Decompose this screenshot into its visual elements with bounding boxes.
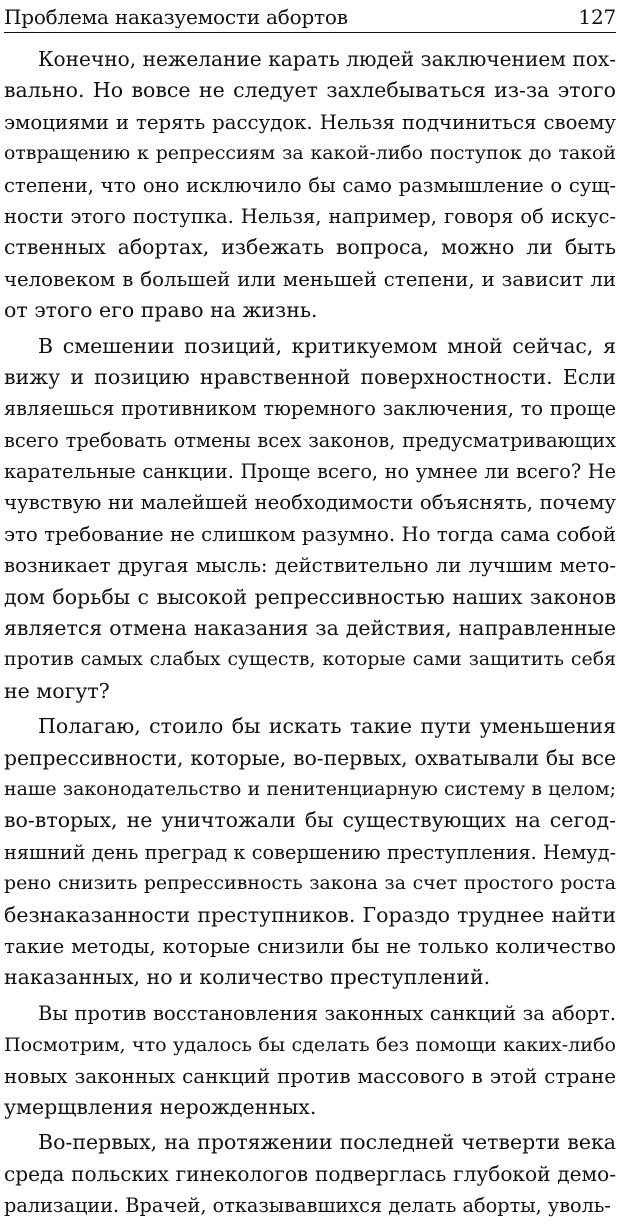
running-header — [4, 2, 616, 33]
text-line: степени, что оно исключило бы само размышление о сущ- — [4, 173, 616, 197]
text-line: ственных абортах, избежать вопроса, можно ли быть — [4, 235, 616, 260]
paragraph — [4, 44, 616, 327]
text-line: являешься противником тюремного заключения, то проще — [4, 397, 616, 421]
text-line: репрессивности, которые, во-первых, охватывали бы все — [4, 745, 616, 770]
text-line: является отмена наказания за действия, направленные — [4, 616, 616, 641]
text-line: няшний день преград к совершению преступления. Немуд- — [4, 840, 616, 864]
text-line: возникает другая мысль: действительно ли лучшим мето- — [4, 554, 616, 578]
text-line: во-вторых, не уничтожали бы существующих на сегод- — [4, 808, 616, 833]
text-line: рено снизить репрессивность закона за счет простого роста — [4, 872, 616, 895]
paragraph — [4, 331, 616, 708]
text-line: Посмотрим, что удалось бы сделать без помощи каких-либо — [4, 1033, 616, 1057]
text-line: дом борьбы с высокой репрессивностью наших законов — [4, 584, 616, 609]
text-line: наше законодательство и пенитенциарную систему в целом; — [4, 777, 616, 800]
text-line: Конечно, нежелание карать людей заключением пох- — [38, 47, 616, 71]
text-line: умерщвления нерожденных. — [4, 1094, 317, 1119]
body-text — [4, 44, 616, 1225]
text-line: всего требовать отмены всех законов, предусматривающих — [4, 428, 616, 452]
paragraph — [4, 998, 616, 1124]
text-line: это требование не слишком разумно. Но тогда сама собой — [4, 522, 616, 546]
text-line: новых законных санкций против массового в этой стране — [4, 1064, 616, 1088]
page-number: 127 — [578, 5, 616, 29]
text-line: В смешении позиций, критикуемом мной сейчас, я — [38, 333, 616, 358]
paragraph — [4, 1127, 616, 1221]
text-line: эмоциями и терять рассудок. Нельзя подчиниться своему — [4, 110, 616, 134]
text-line: Полагаю, стоило бы искать такие пути уменьшения — [38, 714, 616, 739]
text-line: против самых слабых существ, которые сами защитить себя — [4, 648, 616, 671]
running-title: Проблема наказуемости абортов — [4, 5, 348, 29]
text-line: вижу и позицию нравственной поверхностности. Если — [4, 364, 616, 389]
text-line: ности этого поступка. Нельзя, например, говоря об искус- — [4, 204, 616, 228]
text-line: не могут? — [4, 678, 110, 703]
text-line: безнаказанности преступников. Гораздо труднее найти — [4, 902, 616, 927]
text-line: такие методы, которые снизили бы не только количество — [4, 934, 616, 958]
text-line: Во-первых, на протяжении последней четверти века — [38, 1130, 616, 1155]
text-line: наказанных, но и количество преступлений. — [4, 965, 491, 990]
paragraph — [4, 711, 616, 994]
text-line: карательные санкции. Проще всего, но умнее ли всего? Не — [4, 460, 616, 484]
text-line: отвращению к репрессиям за какой-либо поступок до такой — [4, 142, 616, 165]
text-line: чувствую ни малейшей необходимости объяснять, почему — [4, 491, 616, 515]
text-line: среда польских гинекологов подверглась глубокой демо- — [4, 1161, 616, 1186]
text-line: вально. Но вовсе не следует захлебываться из-за этого — [4, 78, 616, 103]
text-line: Вы против восстановления законных санкций за аборт. — [38, 1001, 616, 1025]
text-line: человеком в большей или меньшей степени, и зависит ли — [4, 267, 616, 291]
text-line: от этого его право на жизнь. — [4, 298, 318, 323]
text-line: рализации. Врачей, отказывавшихся делать аборты, уволь- — [4, 1194, 611, 1218]
